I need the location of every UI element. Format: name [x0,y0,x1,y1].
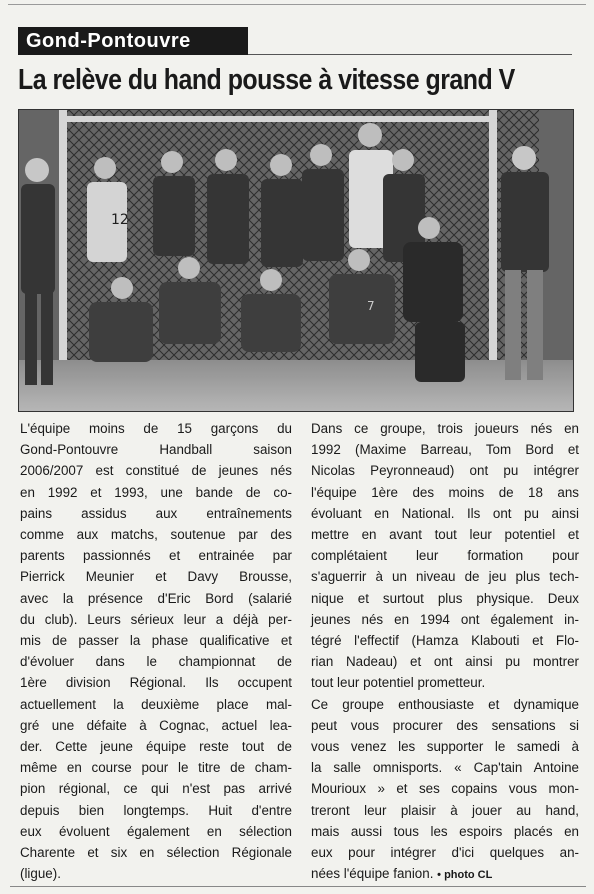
text-line: mais aussi tous les espoirs placés en [311,823,579,839]
photo-credit: • photo CL [437,869,493,882]
text-line: eux évoluent également en sélection [20,823,292,839]
bottom-rule [10,886,586,887]
text-line: treront leur plaisir à jouer au hand, [311,802,579,818]
text-line: en 1992 et 1993, une bande de co- [20,484,292,500]
text-line: actuellement la deuxième place mal- [20,696,292,712]
article-column-left [20,418,292,884]
text-line: comme aux matchs, soutenue par des [20,527,292,543]
text-line: l'équipe 1ère des moins de 18 ans [311,484,579,500]
text-line: 1ère division Régional. Ils occupent [20,675,292,691]
text-line: 2006/2007 est constitué de jeunes nés [20,463,292,479]
text-line-content: nées l'équipe fanion. [311,866,434,882]
jersey-number-7: 7 [367,299,375,313]
text-line: s'aguerrir à un niveau de jeu plus tech- [311,569,579,585]
text-line: der. Cette jeune équipe reste tout de [20,739,292,755]
text-line: d'évoluer dans le championnat de [20,654,292,670]
kicker-rule [248,54,572,55]
text-line: avec la présence d'Eric Bord (salarié [20,590,292,606]
text-line: jeunes nés en 1994 ont également in- [311,611,579,627]
section-kicker: Gond-Pontouvre [18,27,248,55]
text-line: eux pour intégrer d'ici quelques an- [311,845,579,861]
text-line: rian Nadeau) et ont ainsi pu montrer [311,654,579,670]
paragraph-right [311,418,579,886]
text-line: du club). Leurs sérieux leur a déjà per- [20,611,292,627]
text-line: tout leur potentiel prometteur. [311,675,486,691]
team-photo [18,109,574,412]
text-line: Ce groupe enthousiaste et dynamique [311,696,579,712]
text-line: peut vous procurer des sensations si [311,717,579,733]
team-photo-illustration [19,110,574,412]
text-line: Nicolas Peyronneaud) ont pu intégrer [311,463,579,479]
text-line: (ligue). [20,866,61,882]
paragraph-left [20,418,292,884]
text-line: parents passionnés et entrainée par [20,548,292,564]
text-line: la salle omnisports. « Cap'tain Antoine [311,760,579,776]
text-line: pains assidus aux entraînements [20,505,292,521]
text-line: mis de passer la phase qualificative et [20,633,292,649]
text-line: Dans ce groupe, trois joueurs nés en [311,421,579,436]
text-line: Gond-Pontouvre Handball saison [20,442,292,458]
text-line: Charente et six en sélection Régionale [20,845,292,861]
headline: La relève du hand pousse à vitesse grand V [18,64,515,96]
text-line: même en course pour le titre de cham- [20,760,292,776]
text-line: nique et surtout plus physique. Deux [311,590,579,606]
text-line: complétaient leur formation pour [311,548,579,564]
text-line: évoluant en National. Ils ont pu ainsi [311,505,579,521]
text-line: Mourioux » et ses copains vous mon- [311,781,579,797]
text-line: gré une défaite à Cognac, actuel lea- [20,717,292,733]
article-column-right [311,418,579,886]
text-line: depuis bien longtemps. Huit d'entre [20,802,292,818]
top-rule [8,4,586,5]
text-line: mettre en avant tout leur potentiel et [311,527,579,543]
text-line: tégré l'effectif (Hamza Klabouti et Flo- [311,633,579,649]
text-line: pion régional, ce qui n'est pas arrivé [20,781,292,797]
text-line: L'équipe moins de 15 garçons du [20,421,292,436]
text-line: vous venez les supporter le samedi à [311,739,579,755]
text-line: Pierrick Meunier et Davy Brousse, [20,569,292,585]
text-line [311,863,579,886]
jersey-number-12: 12 [111,212,129,228]
text-line: 1992 (Maxime Barreau, Tom Bord et [311,442,579,458]
